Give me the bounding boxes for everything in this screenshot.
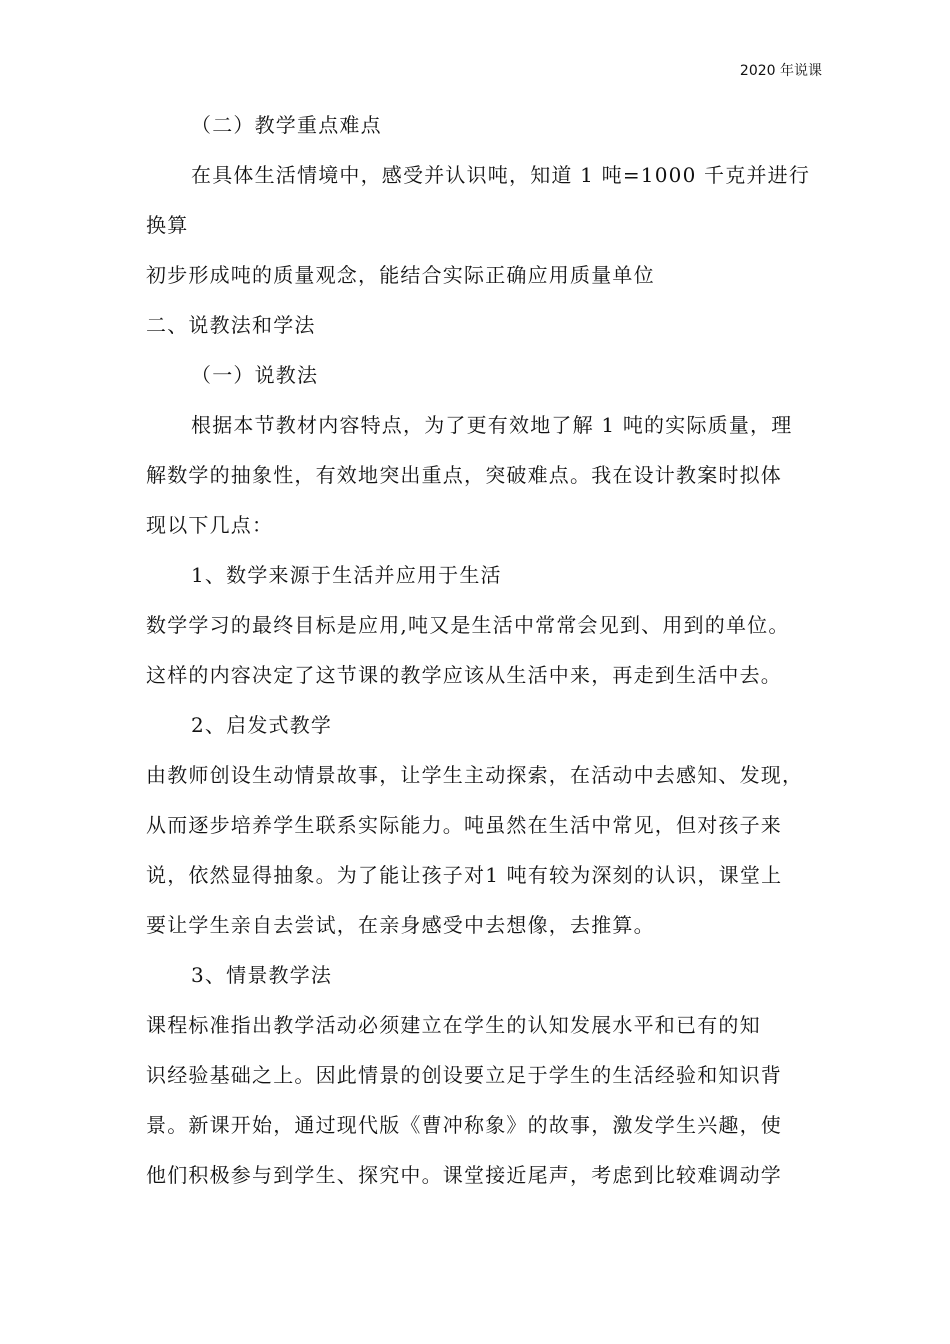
paragraph-line: 说，依然显得抽象。为了能让孩子对1 吨有较为深刻的认识，课堂上: [146, 863, 783, 887]
list-heading: 1、数学来源于生活并应用于生活: [191, 563, 502, 587]
paragraph-line: 景。新课开始，通过现代版《曹冲称象》的故事，激发学生兴趣，使: [146, 1113, 782, 1137]
section-heading: 二、说教法和学法: [146, 313, 316, 337]
paragraph-line: 根据本节教材内容特点，为了更有效地了解 1 吨的实际质量，理: [191, 413, 793, 437]
list-heading: 3、情景教学法: [191, 963, 333, 987]
page-header: 2020 年说课: [739, 63, 822, 79]
list-heading: 2、启发式教学: [191, 713, 333, 737]
paragraph-line: 现以下几点：: [146, 513, 274, 537]
paragraph-line: 识经验基础之上。因此情景的创设要立足于学生的生活经验和知识背: [146, 1063, 782, 1087]
paragraph-line: 他们积极参与到学生、探究中。课堂接近尾声，考虑到比较难调动学: [146, 1163, 782, 1187]
paragraph-line: 换算: [146, 213, 189, 237]
paragraph-line: 这样的内容决定了这节课的教学应该从生活中来，再走到生活中去。: [146, 663, 782, 687]
paragraph-line: 课程标准指出教学活动必须建立在学生的认知发展水平和已有的知: [146, 1013, 761, 1037]
paragraph-line: 初步形成吨的质量观念，能结合实际正确应用质量单位: [146, 263, 655, 287]
paragraph-line: 从而逐步培养学生联系实际能力。吨虽然在生活中常见，但对孩子来: [146, 813, 782, 837]
paragraph-line: 由教师创设生动情景故事，让学生主动探索，在活动中去感知、发现，: [146, 763, 804, 787]
paragraph-line: 数学学习的最终目标是应用,吨又是生活中常常会见到、用到的单位。: [146, 613, 790, 637]
paragraph-line: 在具体生活情境中，感受并认识吨，知道 1 吨=1000 千克并进行: [191, 163, 811, 187]
section-heading: （二）教学重点难点: [191, 113, 382, 137]
paragraph-line: 解数学的抽象性，有效地突出重点，突破难点。我在设计教案时拟体: [146, 463, 782, 487]
paragraph-line: 要让学生亲自去尝试，在亲身感受中去想像，去推算。: [146, 913, 655, 937]
document-body: [146, 100, 826, 1200]
subsection-heading: （一）说教法: [191, 363, 319, 387]
